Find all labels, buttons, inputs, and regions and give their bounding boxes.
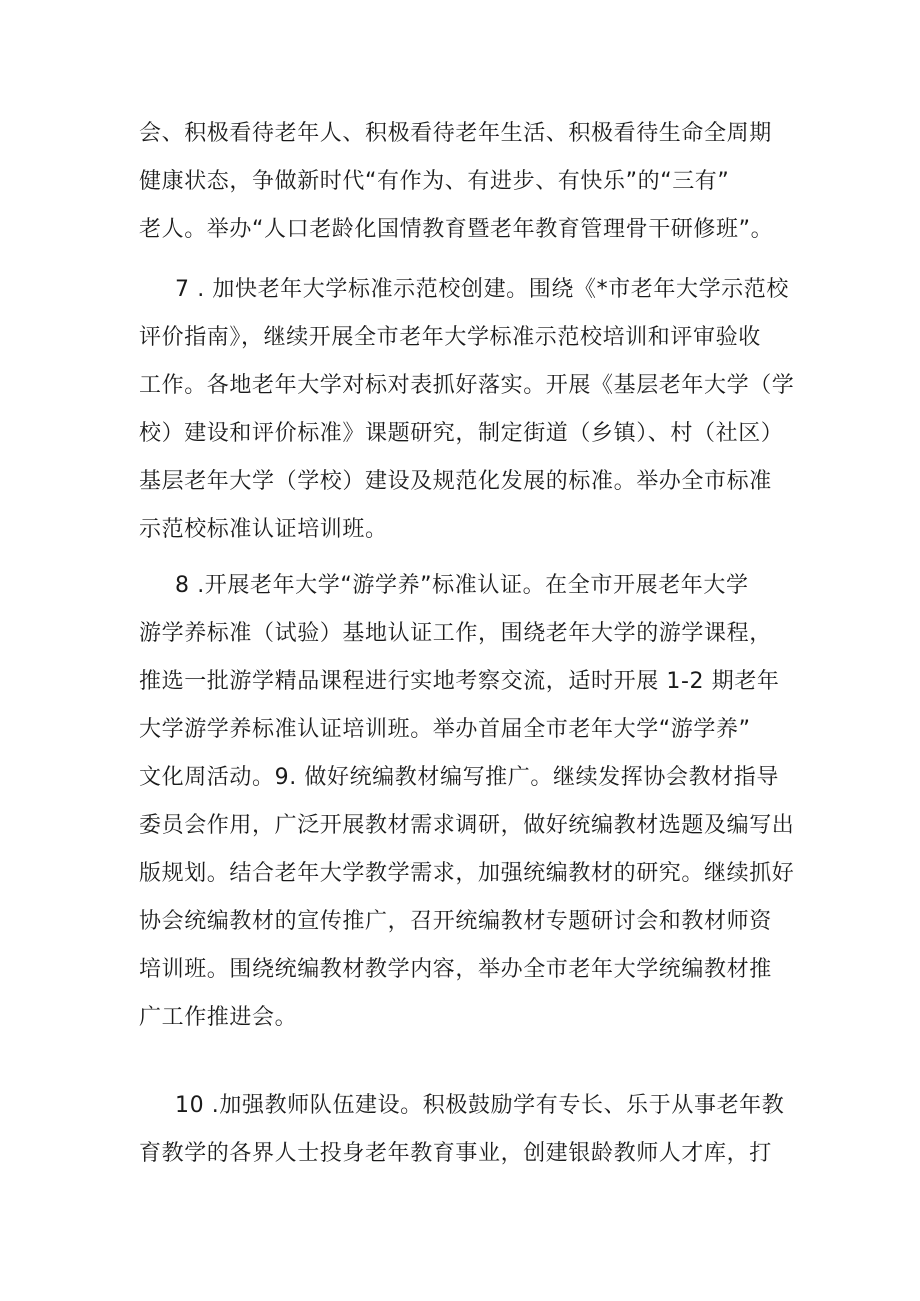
paragraph-continuation	[139, 110, 799, 254]
text-line: 工作。各地老年大学对标对表抓好落实。开展《基层老年大学（学	[139, 373, 795, 398]
text-line: 7 . 加快老年大学标准示范校创建。围绕《*市老年大学示范校	[175, 277, 789, 302]
text-line: 基层老年大学（学校）建设及规范化发展的标准。举办全市标准	[139, 469, 772, 494]
text-line: 会、积极看待老年人、积极看待老年生活、积极看待生命全周期	[139, 121, 772, 146]
text-line: 广工作推进会。	[139, 1005, 298, 1030]
paragraph-item-8	[139, 562, 799, 1042]
text-line: 8 .开展老年大学“游学养”标准认证。在全市开展老年大学	[175, 573, 749, 598]
text-line: 健康状态，争做新时代“有作为、有进步、有快乐”的“三有”	[139, 169, 730, 194]
paragraph-item-10	[139, 1082, 799, 1178]
text-line: 推选一批游学精品课程进行实地考察交流，适时开展 1-2 期老年	[139, 669, 780, 694]
text-line: 游学养标准（试验）基地认证工作，围绕老年大学的游学课程，	[139, 621, 772, 646]
text-line: 协会统编教材的宣传推广，召开统编教材专题研讨会和教材师资	[139, 909, 772, 934]
text-line: 大学游学养标准认证培训班。举办首届全市老年大学“游学养”	[139, 717, 751, 742]
text-line: 10 .加强教师队伍建设。积极鼓励学有专长、乐于从事老年教	[175, 1093, 785, 1118]
text-line: 版规划。结合老年大学教学需求，加强统编教材的研究。继续抓好	[139, 861, 795, 886]
text-line: 培训班。围绕统编教材教学内容，举办全市老年大学统编教材推	[139, 957, 772, 982]
text-line: 文化周活动。9. 做好统编教材编写推广。继续发挥协会教材指导	[139, 765, 779, 790]
text-line: 评价指南》，继续开展全市老年大学标准示范校培训和评审验收	[139, 325, 761, 350]
text-line: 育教学的各界人士投身老年教育事业，创建银龄教师人才库，打	[139, 1141, 772, 1166]
paragraph-item-7	[139, 266, 799, 554]
text-line: 委员会作用，广泛开展教材需求调研，做好统编教材选题及编写出	[139, 813, 795, 838]
text-line: 示范校标准认证培训班。	[139, 517, 388, 542]
text-line: 校）建设和评价标准》课题研究，制定街道（乡镇）、村（社区）	[139, 421, 784, 446]
text-line: 老人。举办“人口老龄化国情教育暨老年教育管理骨干研修班”。	[139, 217, 774, 242]
